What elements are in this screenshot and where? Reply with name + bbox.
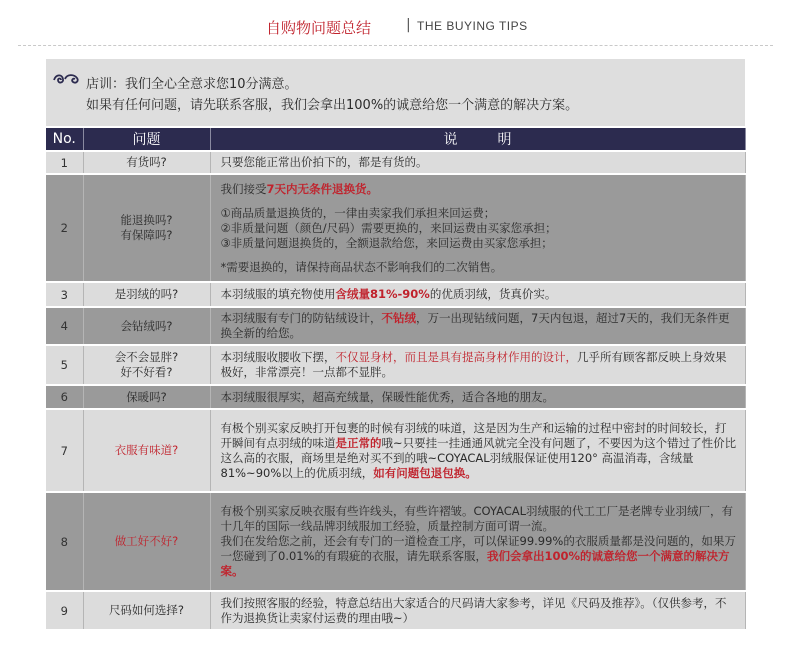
highlight-text: 我们会拿出100%的诚意给您一个满意的解决方案。 (220, 549, 730, 578)
description-line: ①商品质量退换货的，一律由卖家我们承担来回运费； (220, 205, 496, 220)
description-text: 几乎所有顾客都反映上身效果极好，非常漂亮！一点都不显胖。 (220, 350, 727, 379)
description-text: 有极个别买家反映打开包裹的时候有羽绒的味道，这是因为生产和运输的过程中密封的时间较长，打开瞬间有点羽绒的味道 (220, 420, 727, 450)
description-text: 我们在发给您之前，还会有专门的一道检查工序，可以保证99.99%的衣服质量都是没问题的，如果万一您碰到了0.01%的有瑕疵的衣服，请先联系客服， (220, 534, 736, 563)
table-header-row (46, 128, 745, 151)
row-question: 会钻绒吗? (83, 307, 210, 345)
row-description: 我们按照客服的经验，特意总结出大家适合的尺码请大家参考，详见《尺码及推荐》。（仅供参考，不作为退换货让卖家付运费的理由哦~） (210, 591, 745, 629)
row-number: 9 (46, 591, 83, 629)
table-row (46, 282, 745, 307)
spacer (221, 197, 737, 206)
row-question: 衣服有味道? (83, 409, 210, 492)
description-paragraph: 有极个别买家反映衣服有些许线头，有些许褶皱。COYACAL羽绒服的代工工厂是老牌专业羽绒厂，有十几年的国际一线品牌羽绒服加工经验，质量控制方面可谓一流。 (220, 504, 734, 533)
description-paragraph (221, 534, 737, 579)
page-title: 自购物问题总结 (266, 19, 372, 37)
notice-line-1: 店训：我们全心全意求您10分满意。 (86, 77, 298, 92)
row-number: 4 (46, 307, 83, 345)
page-subtitle: THE BUYING TIPS (417, 19, 528, 33)
table-row (46, 174, 745, 282)
row-description (210, 174, 745, 282)
row-number: 2 (46, 174, 83, 282)
row-question (83, 345, 210, 385)
question-line: 有保障吗? (120, 228, 173, 242)
highlight-text: 是正常的 (335, 435, 382, 450)
column-header-no: No. (46, 128, 83, 151)
row-description (210, 282, 745, 307)
description-text: 我们接受 (220, 181, 267, 196)
description-text: 的优质羽绒，货真价实。 (429, 287, 557, 301)
store-notice (46, 59, 745, 126)
tips-table (46, 128, 746, 629)
highlight-text: 不仅显身材，而且是具有提高身材作用的设计， (335, 350, 577, 364)
table-row (46, 307, 745, 345)
description-note: *需要退换的，请保持商品状态不影响我们的二次销售。 (220, 259, 503, 274)
row-question: 保暖吗? (83, 385, 210, 409)
table-row (46, 591, 745, 629)
row-number: 6 (46, 385, 83, 409)
row-description: 只要您能正常出价拍下的，都是有货的。 (210, 151, 745, 174)
description-text: 哦~只要挂一挂通通风就完全没有问题了，不要因为这个错过了性价比这么高的衣服，商场里是绝对买不到的哦~COYACAL羽绒服保证使用120° 高温消毒，含绒量81%~90%以上的优质羽绒， (220, 435, 737, 480)
row-description (210, 345, 745, 385)
question-line: 会不会显胖? (114, 350, 179, 364)
table-row (46, 385, 745, 409)
question-line: 好不好看? (120, 365, 173, 379)
row-question: 有货吗? (83, 151, 210, 174)
header-divider (18, 45, 773, 46)
notice-line-2: 如果有任何问题，请先联系客服，我们会拿出100%的诚意给您一个满意的解决方案。 (86, 98, 579, 113)
description-text: 本羽绒服收腰收下摆， (220, 350, 336, 364)
column-header-description: 说明 (210, 128, 745, 151)
title-separator: | (406, 17, 411, 33)
row-number: 7 (46, 409, 83, 492)
page-header (0, 0, 790, 46)
table-row (46, 345, 745, 385)
table-row (46, 151, 745, 174)
highlight-text: 不钻绒 (381, 311, 416, 325)
description-lead (221, 182, 737, 197)
row-question: 尺码如何选择? (83, 591, 210, 629)
description-text: 本羽绒服有专门的防钻绒设计， (220, 311, 382, 325)
description-line: ③非质量问题退换货的，全额退款给您，来回运费由买家您承担； (220, 235, 553, 250)
highlight-text: 如有问题包退包换。 (373, 465, 477, 480)
row-number: 1 (46, 151, 83, 174)
highlight-text: 7天内无条件退换货。 (266, 181, 379, 196)
decorative-swirl-icon (52, 71, 80, 87)
row-number: 8 (46, 492, 83, 591)
question-line: 能退换吗? (120, 213, 173, 227)
row-question: 是羽绒的吗? (83, 282, 210, 307)
description-text: 本羽绒服的填充物使用 (220, 287, 336, 301)
row-description (210, 492, 745, 591)
row-description (210, 409, 745, 492)
description-text: ，万一出现钻绒问题，7天内包退，超过7天的，我们无条件更换全新的给您。 (220, 311, 730, 340)
row-number: 3 (46, 282, 83, 307)
highlight-text: 含绒量81%-90% (335, 287, 430, 301)
row-description (210, 307, 745, 345)
spacer (221, 251, 737, 260)
row-number: 5 (46, 345, 83, 385)
description-line: ②非质量问题（颜色/尺码）需要更换的，来回运费由买家您承担； (220, 220, 557, 235)
row-question: 做工好不好? (83, 492, 210, 591)
table-row (46, 492, 745, 591)
row-description: 本羽绒服很厚实，超高充绒量，保暖性能优秀，适合各地的朋友。 (210, 385, 745, 409)
column-header-question: 问题 (83, 128, 210, 151)
row-question (83, 174, 210, 282)
table-row (46, 409, 745, 492)
